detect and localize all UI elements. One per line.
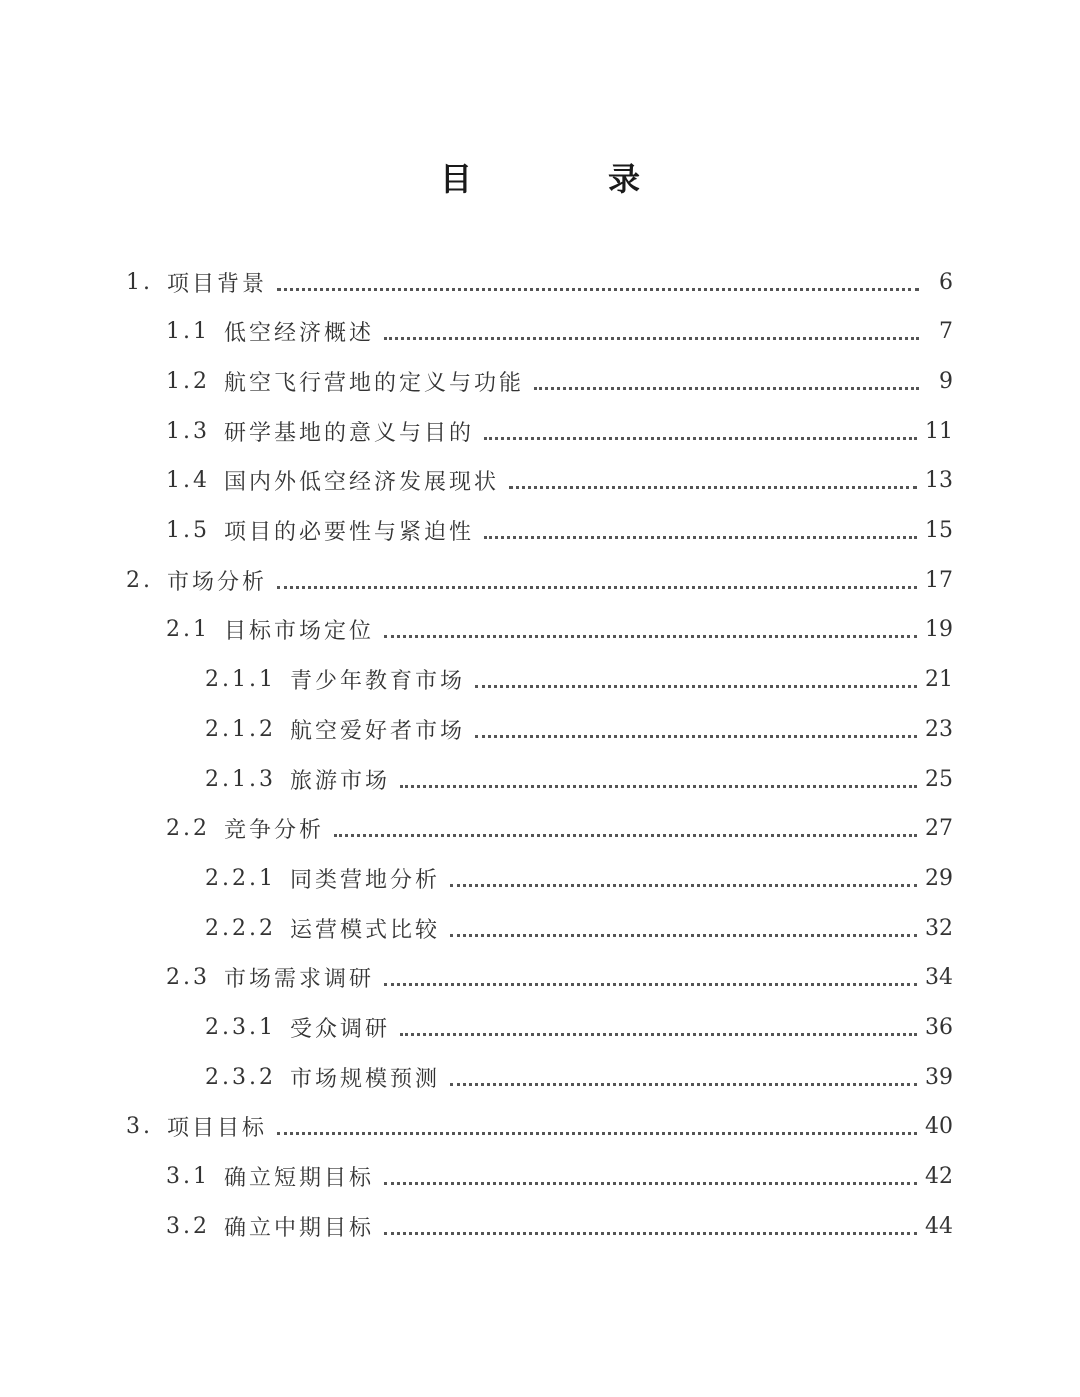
toc-leader-dots [384, 1232, 917, 1235]
toc-entry-label: 市场需求调研 [224, 967, 375, 993]
toc-entry-number: 1.4 [166, 468, 210, 494]
toc-entry-number: 2.1.2 [205, 716, 276, 742]
toc-entry[interactable] [205, 759, 953, 799]
toc-entry-number: 1. [126, 269, 153, 295]
toc-entry[interactable] [166, 411, 953, 451]
toc-entry[interactable] [205, 908, 953, 948]
toc-entry-number: 2.2 [166, 816, 210, 842]
toc-entry-number: 2.1.1 [205, 667, 276, 693]
toc-entry-page-number: 23 [925, 716, 953, 742]
toc-entry-number: 1.1 [166, 319, 210, 345]
toc-entry-page-number: 19 [925, 617, 953, 643]
toc-entry[interactable] [166, 461, 953, 501]
toc-entry-number: 3.2 [166, 1213, 210, 1239]
toc-leader-dots [334, 834, 917, 837]
toc-entry-label: 航空飞行营地的定义与功能 [224, 370, 525, 396]
toc-entry-label: 航空爱好者市场 [289, 718, 465, 744]
toc-entry[interactable] [205, 858, 953, 898]
toc-leader-dots [475, 685, 917, 688]
toc-entry-label: 市场分析 [167, 569, 268, 595]
toc-entry[interactable] [126, 262, 953, 302]
toc-entry-page-number: 39 [925, 1064, 953, 1090]
toc-entry[interactable] [205, 1057, 953, 1097]
toc-leader-dots [509, 486, 917, 489]
toc-entry[interactable] [166, 610, 953, 650]
toc-entry-page-number: 11 [925, 418, 953, 444]
toc-entry-number: 2. [126, 567, 153, 593]
toc-entry[interactable] [166, 511, 953, 551]
toc-entry[interactable] [166, 312, 953, 352]
toc-entry-label: 研学基地的意义与目的 [224, 420, 475, 446]
toc-entry[interactable] [166, 809, 953, 849]
toc-entry[interactable] [205, 660, 953, 700]
toc-entry-page-number: 21 [925, 667, 953, 693]
toc-entry[interactable] [166, 361, 953, 401]
toc-entry-label: 国内外低空经济发展现状 [224, 470, 500, 496]
toc-leader-dots [400, 785, 917, 788]
toc-entry-label: 低空经济概述 [224, 321, 375, 347]
toc-entry-page-number: 40 [925, 1114, 953, 1140]
toc-entry-label: 同类营地分析 [289, 867, 440, 893]
toc-entry-page-number: 34 [925, 965, 953, 991]
toc-leader-dots [384, 983, 917, 986]
toc-entry[interactable] [205, 1008, 953, 1048]
toc-entry-number: 2.1 [166, 617, 210, 643]
toc-leader-dots [450, 934, 917, 937]
toc-entry-page-number: 42 [925, 1164, 953, 1190]
page-title: 目 录 [439, 160, 692, 198]
toc-leader-dots [277, 586, 917, 589]
toc-entry-page-number: 17 [925, 567, 953, 593]
toc-entry[interactable] [166, 1206, 953, 1246]
toc-entry-label: 市场规模预测 [289, 1066, 440, 1092]
toc-entry-number: 1.2 [166, 368, 210, 394]
toc-leader-dots [475, 735, 917, 738]
toc-entry[interactable] [166, 1157, 953, 1197]
toc-leader-dots [400, 1033, 917, 1036]
toc-entry[interactable] [126, 1107, 953, 1147]
toc-entry-page-number: 27 [925, 816, 953, 842]
toc-entry-number: 2.3.2 [205, 1064, 276, 1090]
toc-entry-page-number: 25 [925, 766, 953, 792]
toc-entry-number: 2.3.1 [205, 1015, 276, 1040]
toc-entry-number: 3.1 [166, 1164, 210, 1190]
toc-entry-page-number: 44 [925, 1213, 953, 1239]
toc-entry-page-number: 32 [925, 915, 953, 941]
toc-leader-dots [484, 437, 917, 440]
toc-entry-page-number: 7 [939, 319, 953, 345]
toc-entry-label: 确立中期目标 [224, 1215, 375, 1241]
toc-entry-number: 1.3 [166, 418, 210, 444]
toc-leader-dots [384, 635, 917, 638]
toc-entry-number: 2.1.3 [205, 766, 276, 792]
toc-entry-label: 运营模式比较 [289, 917, 440, 943]
toc-entry-page-number: 13 [925, 468, 953, 494]
toc-entry-number: 2.2.2 [205, 915, 276, 941]
toc-entry-page-number: 36 [925, 1015, 953, 1040]
toc-entry[interactable] [126, 560, 953, 600]
toc-leader-dots [534, 387, 919, 390]
toc-leader-dots [484, 536, 917, 539]
toc-entry-number: 1.5 [166, 518, 210, 543]
toc-leader-dots [384, 337, 919, 340]
toc-entry-number: 2.2.1 [205, 865, 276, 891]
toc-entry-label: 青少年教育市场 [289, 669, 465, 695]
toc-entry-number: 2.3 [166, 965, 210, 991]
toc-leader-dots [450, 1083, 917, 1086]
toc-entry-label: 项目目标 [167, 1116, 268, 1142]
toc-entry-label: 受众调研 [289, 1017, 390, 1042]
toc-leader-dots [384, 1182, 917, 1185]
toc-entry-page-number: 29 [925, 865, 953, 891]
toc-entry-label: 目标市场定位 [224, 619, 375, 645]
toc-entry-label: 项目背景 [167, 271, 268, 297]
toc-leader-dots [277, 1132, 917, 1135]
toc-entry[interactable] [205, 709, 953, 749]
toc-entry[interactable] [166, 958, 953, 998]
toc-entry-page-number: 9 [939, 368, 953, 394]
toc-entry-label: 项目的必要性与紧迫性 [224, 520, 475, 545]
toc-entry-label: 确立短期目标 [224, 1166, 375, 1192]
toc-leader-dots [450, 884, 917, 887]
toc-entry-label: 旅游市场 [289, 768, 390, 794]
toc-entry-page-number: 6 [939, 269, 953, 295]
toc-entry-page-number: 15 [925, 518, 953, 543]
toc-entry-number: 3. [126, 1114, 153, 1140]
toc-leader-dots [277, 288, 919, 291]
toc-entry-label: 竞争分析 [224, 818, 325, 844]
